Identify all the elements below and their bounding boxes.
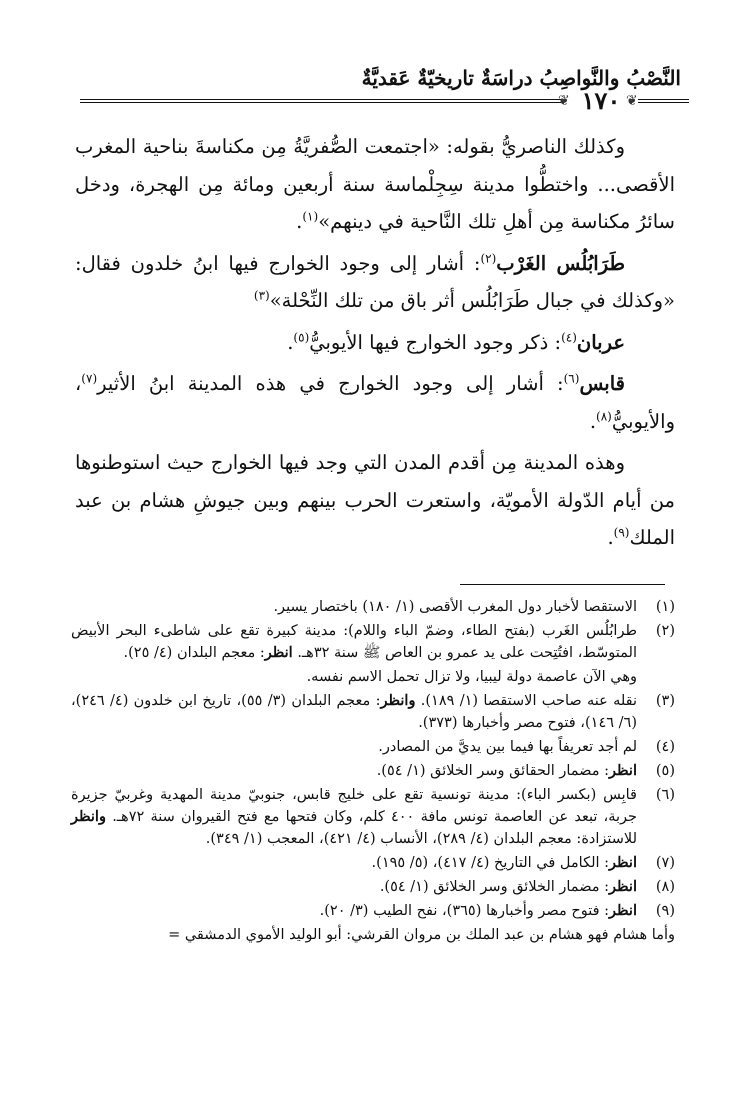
paragraph: وهذه المدينة مِن أقدم المدن التي وجد فيها الخوارج حيث استوطنوها من أيام الدّولة الأمويّة، واستعرت الحرب بينهم وبين جيوشِ هشام بن عبد الملك$^{(٩)}$.: [75, 451, 675, 549]
footnote-number: (٤): [655, 739, 675, 755]
page-number: ١٧٠: [581, 86, 621, 115]
running-title: النَّصْبُ والنَّواصِبُ دراسَةٌ تاريخيّةٌ عَقديَّةٌ: [361, 66, 681, 90]
footnote-ref[interactable]: (٥): [293, 330, 310, 344]
paragraph: طَرَابُلُس الغَرْب$^{(٢)}$: أشار إلى وجود الخوارج فيها ابنُ خلدون فقال: «وكذلك في جبال طَرَابُلُس أثر باق من تلك النِّحْلة»$^{(٣)}$: [75, 251, 675, 312]
footnote: (٣) نقله عنه صاحب الاستقصا (١/ ١٨٩). وانظر: معجم البلدان (٣/ ٥٥)، تاريخ ابن خلدون (٤/ ٢٤٦)، (٦/ ١٤٦)، فتوح مصر وأخبارها (٣٧٣).: [71, 690, 675, 734]
footnote: (١) الاستقصا لأخبار دول المغرب الأقصى (١/ ١٨٠) باختصار يسير.: [71, 596, 675, 618]
footnotes: [71, 596, 675, 946]
footnote-separator: [460, 584, 665, 585]
footnote-continuation: وأما هشام فهو هشام بن عبد الملك بن مروان القرشي: أبو الوليد الأموي الدمشقي =: [168, 927, 675, 943]
term: طَرَابُلُس الغَرْب: [496, 251, 625, 275]
footnote: (٧) انظر: الكامل في التاريخ (٤/ ٤١٧)، (٥/ ١٩٥).: [71, 852, 675, 874]
footnote: (٢) طرابُلُس الغَرب (بفتح الطاء، وضمّ الباء واللام): مدينة كبيرة تقع على شاطىء البحر الأبيض المتوسّط، افتُتِحت على يد عمرو بن العاص ﷺ سنة ٣٢هـ. انظر: معجم البلدان (٤/ ٢٥).: [71, 620, 675, 664]
header-rule-right: [80, 99, 561, 103]
footnote: (٤) لم أجد تعريفاً بها فيما بين يديَّ من المصادر.: [71, 736, 675, 758]
footnote-ref[interactable]: (٣): [253, 288, 270, 303]
footnote: (٦) قابِس (بكسر الباء): مدينة تونسية تقع على خليج قابس، جنوبيّ مدينة المهدية وغربيّ جزيرة جربة، تبعد عن العاصمة تونس مافة ٤٠٠ كلم، وكان فتحها مع فتح القيروان سنة ٧٢هـ. وانظر للاستزادة: معجم البلدان (٤/ ٢٨٩)، الأنساب (٤/ ٤٢١)، المعجب (١/ ٣٤٩).: [71, 784, 675, 850]
ornament-icon: ❦: [558, 93, 570, 109]
footnote-number: (٨): [655, 879, 675, 895]
footnote-number: (٣): [655, 693, 675, 709]
footnote-ref[interactable]: (٩): [613, 525, 630, 540]
paragraph: وكذلك الناصريُّ بقوله: «اجتمعت الصُّفريَّةُ مِن مكناسةَ بناحية المغرب الأقصى... واختطُّوا مدينة سِجِلْماسة سنة أربعين ومائة مِن الهجرة، ودخل سائرُ مكناسة مِن أهلِ تلك النَّاحية في دينهم»$^{(١)}$.: [75, 135, 675, 233]
term: عربان: [576, 330, 625, 354]
footnote-number: (٢): [655, 623, 675, 639]
header-rule-left: [638, 99, 689, 103]
footnote: (٨) انظر: مضمار الخلائق وسر الخلائق (١/ ٥٤).: [71, 876, 675, 898]
footnote-number: (١): [655, 599, 675, 615]
footnote-ref[interactable]: (٤): [561, 330, 577, 344]
footnote: (٥) انظر: مضمار الحقائق وسر الخلائق (١/ ٥٤).: [71, 760, 675, 782]
footnote-number: (٩): [655, 903, 675, 919]
paragraph: عربان$^{(٤)}$: ذكر وجود الخوارج فيها الأيوبيُّ$^{(٥)}$.: [287, 330, 625, 354]
paragraph: قابس$^{(٦)}$: أشار إلى وجود الخوارج في هذه المدينة ابنُ الأثير$^{(٧)}$، والأيوبيُّ$^{(٨)}$.: [75, 371, 675, 433]
footnote-ref[interactable]: (٨): [596, 409, 612, 423]
footnote-ref[interactable]: (١): [302, 209, 319, 224]
footnote-ref[interactable]: (٧): [81, 371, 98, 386]
term: قابس: [579, 372, 625, 395]
footnote-number: (٧): [655, 855, 675, 871]
footnote-ref[interactable]: (٦): [563, 371, 580, 386]
main-text: [75, 128, 675, 561]
footnote-ref[interactable]: (٢): [480, 251, 497, 265]
footnote-continuation: وهي الآن عاصمة دولة ليبيا، ولا تزال تحمل الاسم نفسه.: [306, 669, 637, 685]
footnote-number: (٦): [655, 787, 675, 803]
footnote: (٩) انظر: فتوح مصر وأخبارها (٣٦٥)، نفح الطيب (٣/ ٢٠).: [71, 900, 675, 922]
footnote-number: (٥): [655, 763, 675, 779]
ornament-icon: ❦: [626, 93, 638, 109]
